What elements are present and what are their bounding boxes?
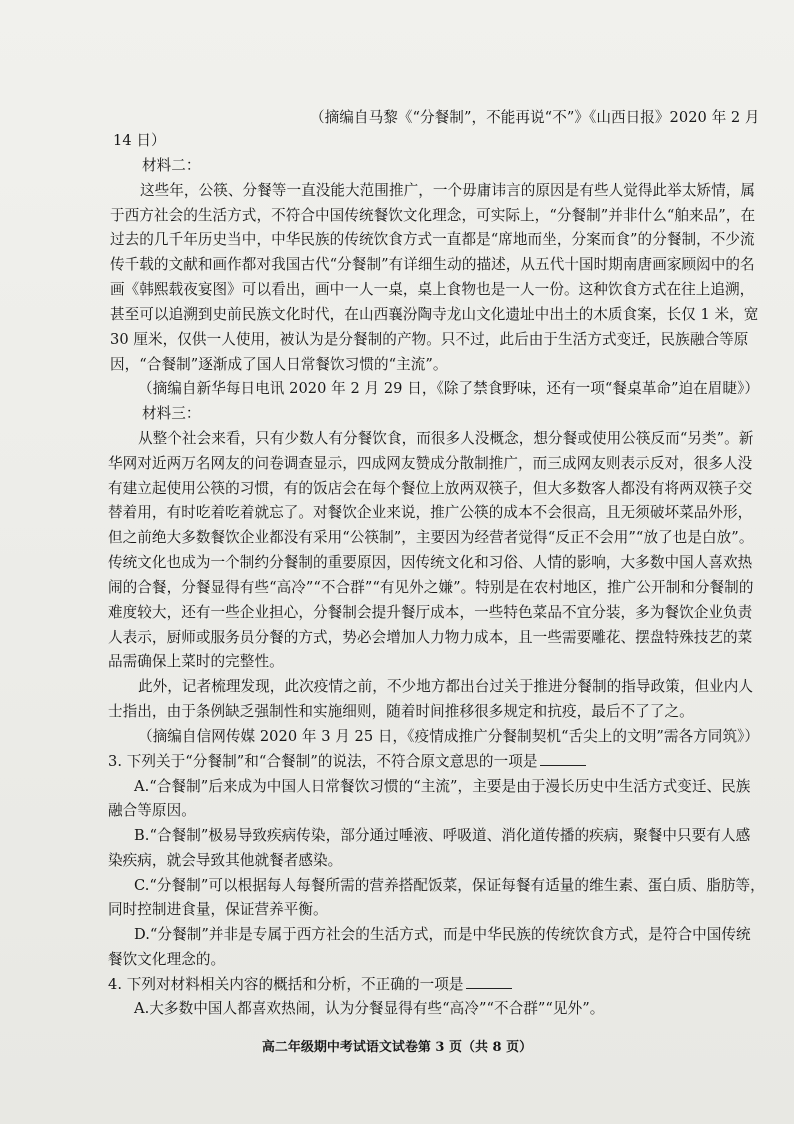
- option-a-cont: 融合等原因。: [108, 802, 196, 819]
- section-heading: 材料三：: [142, 405, 201, 422]
- paragraph-line: 难度较大，还有一些企业担心，分餐制会提升餐厅成本，一些特色菜品不宜分装，多为餐饮企业负责: [108, 604, 753, 621]
- paragraph-line: 甚至可以追溯到史前民族文化时代，在山西襄汾陶寺龙山文化遗址中出土的木质食案，长仅 1 米，宽: [110, 306, 759, 323]
- citation-line: （摘编自信网传媒 2020 年 3 月 25 日，《疫情成推广分餐制契机“舌尖上的文明”需各方同筑》）: [138, 728, 760, 745]
- option-c-cont: 同时控制进食量，保证营养平衡。: [108, 901, 328, 918]
- paragraph-line: 30 厘米，仅供一人使用，被认为是分餐制的产物。只不过，此后由于生活方式变迁，民族融合等原: [110, 331, 749, 348]
- answer-blank: [540, 751, 586, 766]
- paragraph-line: 这些年，公筷、分餐等一直没能大范围推广，一个毋庸讳言的原因是有些人觉得此举太矫情，属: [140, 182, 756, 199]
- paragraph-line: 过去的几千年历史当中，中华民族的传统饮食方式一直都是“席地而坐，分案而食”的分餐制，不少流: [110, 231, 755, 248]
- paragraph-line: 画《韩熙载夜宴图》可以看出，画中一人一桌，桌上食物也是一人一份。这种饮食方式在往上追溯，: [110, 281, 755, 298]
- option-d-cont: 餐饮文化理念的。: [108, 951, 226, 968]
- paragraph-line: 替着用，有时吃着吃着就忘了。对餐饮企业来说，推广公筷的成本不会很高，且无须破坏菜品外形，: [108, 504, 753, 521]
- option-b-cont: 染疾病，就会导致其他就餐者感染。: [108, 852, 343, 869]
- option-d: D.“分餐制”并非是专属于西方社会的生活方式，而是中华民族的传统饮食方式，是符合中国传统: [134, 926, 751, 943]
- citation-line: 14 日）: [113, 132, 166, 149]
- question-4-text: 4. 下列对材料相关内容的概括和分析，不正确的一项是: [108, 976, 464, 993]
- paragraph-line: 华网对近两万名网友的问卷调查显示，四成网友赞成分散制推广，而三成网友则表示反对，很多人没: [108, 455, 753, 472]
- paragraph-line: 传千载的文献和画作都对我国古代“分餐制”有详细生动的描述，从五代十国时期南唐画家顾闳中的名: [110, 256, 755, 273]
- paragraph-line: 闹的合餐，分餐显得有些“高冷”“不合群”“有见外之嫌”。特别是在农村地区，推广公开制和分餐制的: [108, 579, 754, 596]
- option-c: C.“分餐制”可以根据每人每餐所需的营养搭配饭菜，保证每餐有适量的维生素、蛋白质、脂肪等，: [134, 877, 765, 894]
- question-3-text: 3. 下列关于“分餐制”和“合餐制”的说法，不符合原文意思的一项是: [108, 753, 538, 770]
- answer-blank: [466, 974, 512, 989]
- paragraph-line: 此外，记者梳理发现，此次疫情之前，不少地方都出台过关于推进分餐制的指导政策，但业内人: [138, 678, 754, 695]
- citation-line: （摘编自马黎《“分餐制”，不能再说“不”》《山西日报》2020 年 2 月: [310, 109, 760, 126]
- paragraph-line: 有建立起使用公筷的习惯，有的饭店会在每个餐位上放两双筷子，但大多数客人都没有将两双筷子交: [108, 480, 753, 497]
- paragraph-line: 但之前绝大多数餐饮企业都没有采用“公筷制”，主要因为经营者觉得“反正不会用”“放了也是白放”。: [108, 529, 754, 546]
- paragraph-line: 人表示，厨师或服务员分餐的方式，势必会增加人力物力成本，且一些需要雕花、摆盘特殊技艺的菜: [108, 629, 753, 646]
- option-b: B.“合餐制”极易导致疾病传染，部分通过唾液、呼吸道、消化道传播的疾病，聚餐中只要有人感: [134, 827, 751, 844]
- option-a: A.大多数中国人都喜欢热闹，认为分餐显得有些“高冷”“不合群”“见外”。: [134, 1000, 605, 1017]
- paragraph-line: 传统文化也成为一个制约分餐制的重要原因，因传统文化和习俗、人情的影响，大多数中国人喜欢热: [108, 554, 753, 571]
- section-heading: 材料二：: [142, 157, 201, 174]
- option-a: A.“合餐制”后来成为中国人日常餐饮习惯的“主流”，主要是由于漫长历史中生活方式变迁、民族: [134, 778, 751, 795]
- paragraph-line: 于西方社会的生活方式，不符合中国传统餐饮文化理念，可实际上，“分餐制”并非什么“舶来品”，在: [110, 207, 756, 224]
- paragraph-line: 因，“合餐制”逐渐成了国人日常餐饮习惯的“主流”。: [110, 356, 448, 373]
- paragraph-line: 品需确保上菜时的完整性。: [108, 653, 284, 670]
- paragraph-line: 从整个社会来看，只有少数人有分餐饮食，而很多人没概念，想分餐或使用公筷反而“另类”。新: [138, 430, 754, 447]
- citation-line: （摘编自新华每日电讯 2020 年 2 月 29 日，《除了禁食野味，还有一项“餐桌革命”迫在眉睫》）: [138, 380, 760, 397]
- question-4: [108, 974, 512, 995]
- paragraph-line: 士指出，由于条例缺乏强制性和实施细则，随着时间推移很多规定和抗疫，最后不了了之。: [108, 703, 694, 720]
- question-3: [108, 751, 586, 772]
- page-footer: 高二年级期中考试语文试卷第 3 页（共 8 页）: [261, 1040, 533, 1055]
